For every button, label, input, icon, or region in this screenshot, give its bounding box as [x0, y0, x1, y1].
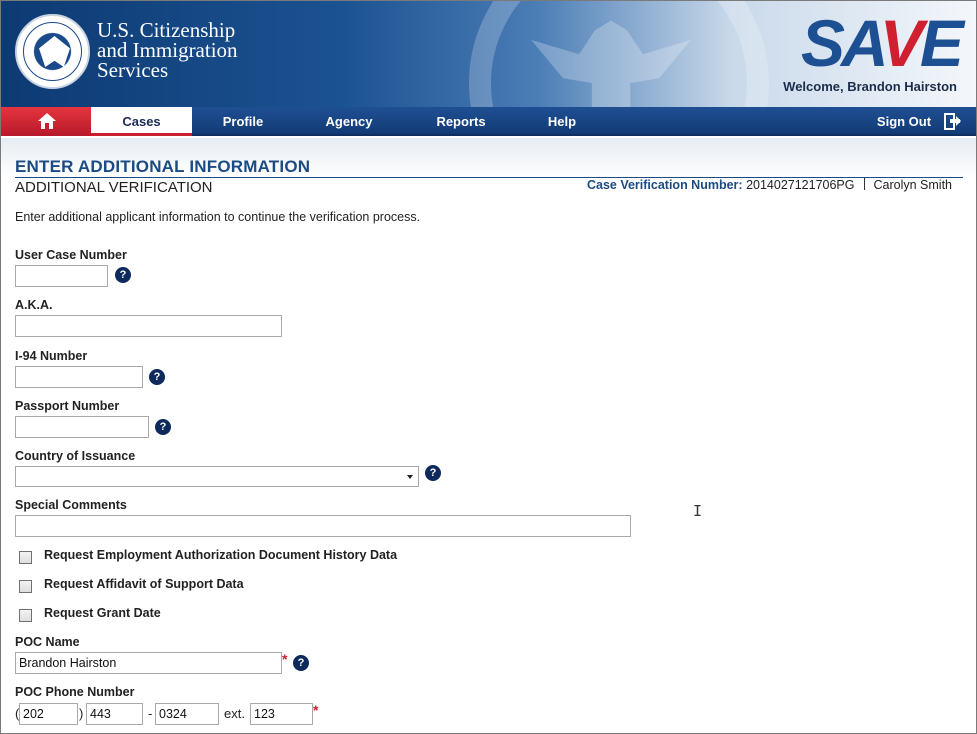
case-verification-info	[587, 178, 952, 192]
page-subtitle: ADDITIONAL VERIFICATION	[15, 179, 213, 196]
help-icon[interactable]: ?	[115, 267, 131, 283]
phone-ext-label: ext.	[224, 706, 245, 721]
help-icon[interactable]: ?	[149, 369, 165, 385]
aka-input[interactable]	[15, 315, 282, 337]
phone-paren-close: )	[79, 706, 84, 721]
passport-number-label: Passport Number	[15, 399, 120, 413]
country-of-issuance-select[interactable]	[15, 466, 419, 487]
special-comments-label: Special Comments	[15, 498, 127, 512]
nav-home-button[interactable]	[1, 107, 91, 136]
phone-paren-open: (	[15, 706, 20, 721]
nav-tab-help[interactable]: Help	[547, 114, 577, 129]
agency-name	[97, 20, 238, 80]
nav-tab-reports[interactable]: Reports	[436, 114, 486, 129]
text-cursor-icon: I	[693, 502, 703, 520]
affidavit-support-label: Request Affidavit of Support Data	[44, 577, 244, 591]
agency-line-1: U.S. Citizenship	[97, 18, 236, 42]
site-header	[1, 1, 976, 107]
sign-out-icon[interactable]	[941, 112, 961, 132]
case-number-label: Case Verification Number:	[586, 178, 743, 192]
grant-date-label: Request Grant Date	[44, 606, 161, 620]
country-of-issuance-label: Country of Issuance	[15, 449, 136, 463]
i94-number-input[interactable]	[15, 366, 143, 388]
help-icon[interactable]: ?	[425, 465, 441, 481]
case-number-value: 2014027121706PG	[746, 178, 855, 192]
chevron-down-icon	[407, 475, 413, 479]
phone-extension-input[interactable]	[250, 703, 313, 725]
poc-name-label: POC Name	[15, 635, 80, 649]
phone-prefix-input[interactable]	[86, 703, 143, 725]
affidavit-support-checkbox[interactable]	[19, 580, 32, 593]
poc-name-input[interactable]	[15, 652, 282, 674]
help-icon[interactable]: ?	[155, 419, 171, 435]
applicant-name: Carolyn Smith	[873, 178, 952, 192]
aka-label: A.K.A.	[15, 298, 53, 312]
main-nav	[1, 107, 976, 136]
instructions-text: Enter additional applicant information to continue the verification process.	[15, 210, 421, 224]
nav-tab-profile[interactable]: Profile	[222, 114, 264, 129]
sign-out-link[interactable]: Sign Out	[876, 114, 932, 129]
phone-dash: -	[148, 706, 153, 721]
user-case-number-label: User Case Number	[15, 248, 127, 262]
required-marker: *	[282, 651, 288, 667]
poc-phone-label: POC Phone Number	[15, 685, 135, 699]
help-icon[interactable]: ?	[293, 655, 309, 671]
home-icon	[38, 113, 56, 129]
passport-number-input[interactable]	[15, 416, 149, 438]
nav-tab-cases[interactable]: Cases	[91, 107, 192, 136]
page-title: ENTER ADDITIONAL INFORMATION	[15, 157, 311, 176]
phone-area-code-input[interactable]	[19, 703, 78, 725]
required-marker: *	[313, 702, 319, 718]
ead-history-checkbox[interactable]	[19, 551, 32, 564]
dhs-seal-icon	[15, 14, 90, 89]
agency-line-3: Services	[97, 58, 169, 82]
i94-number-label: I-94 Number	[15, 349, 88, 363]
special-comments-input[interactable]	[15, 515, 631, 537]
ead-history-label: Request Employment Authorization Document History Data	[44, 548, 398, 562]
agency-line-2: and Immigration	[97, 38, 238, 62]
phone-line-input[interactable]	[155, 703, 219, 725]
save-logo: SAVE	[801, 6, 960, 80]
user-case-number-input[interactable]	[15, 265, 108, 287]
grant-date-checkbox[interactable]	[19, 609, 32, 622]
nav-tab-agency[interactable]: Agency	[325, 114, 373, 129]
welcome-message: Welcome, Brandon Hairston	[783, 79, 957, 94]
